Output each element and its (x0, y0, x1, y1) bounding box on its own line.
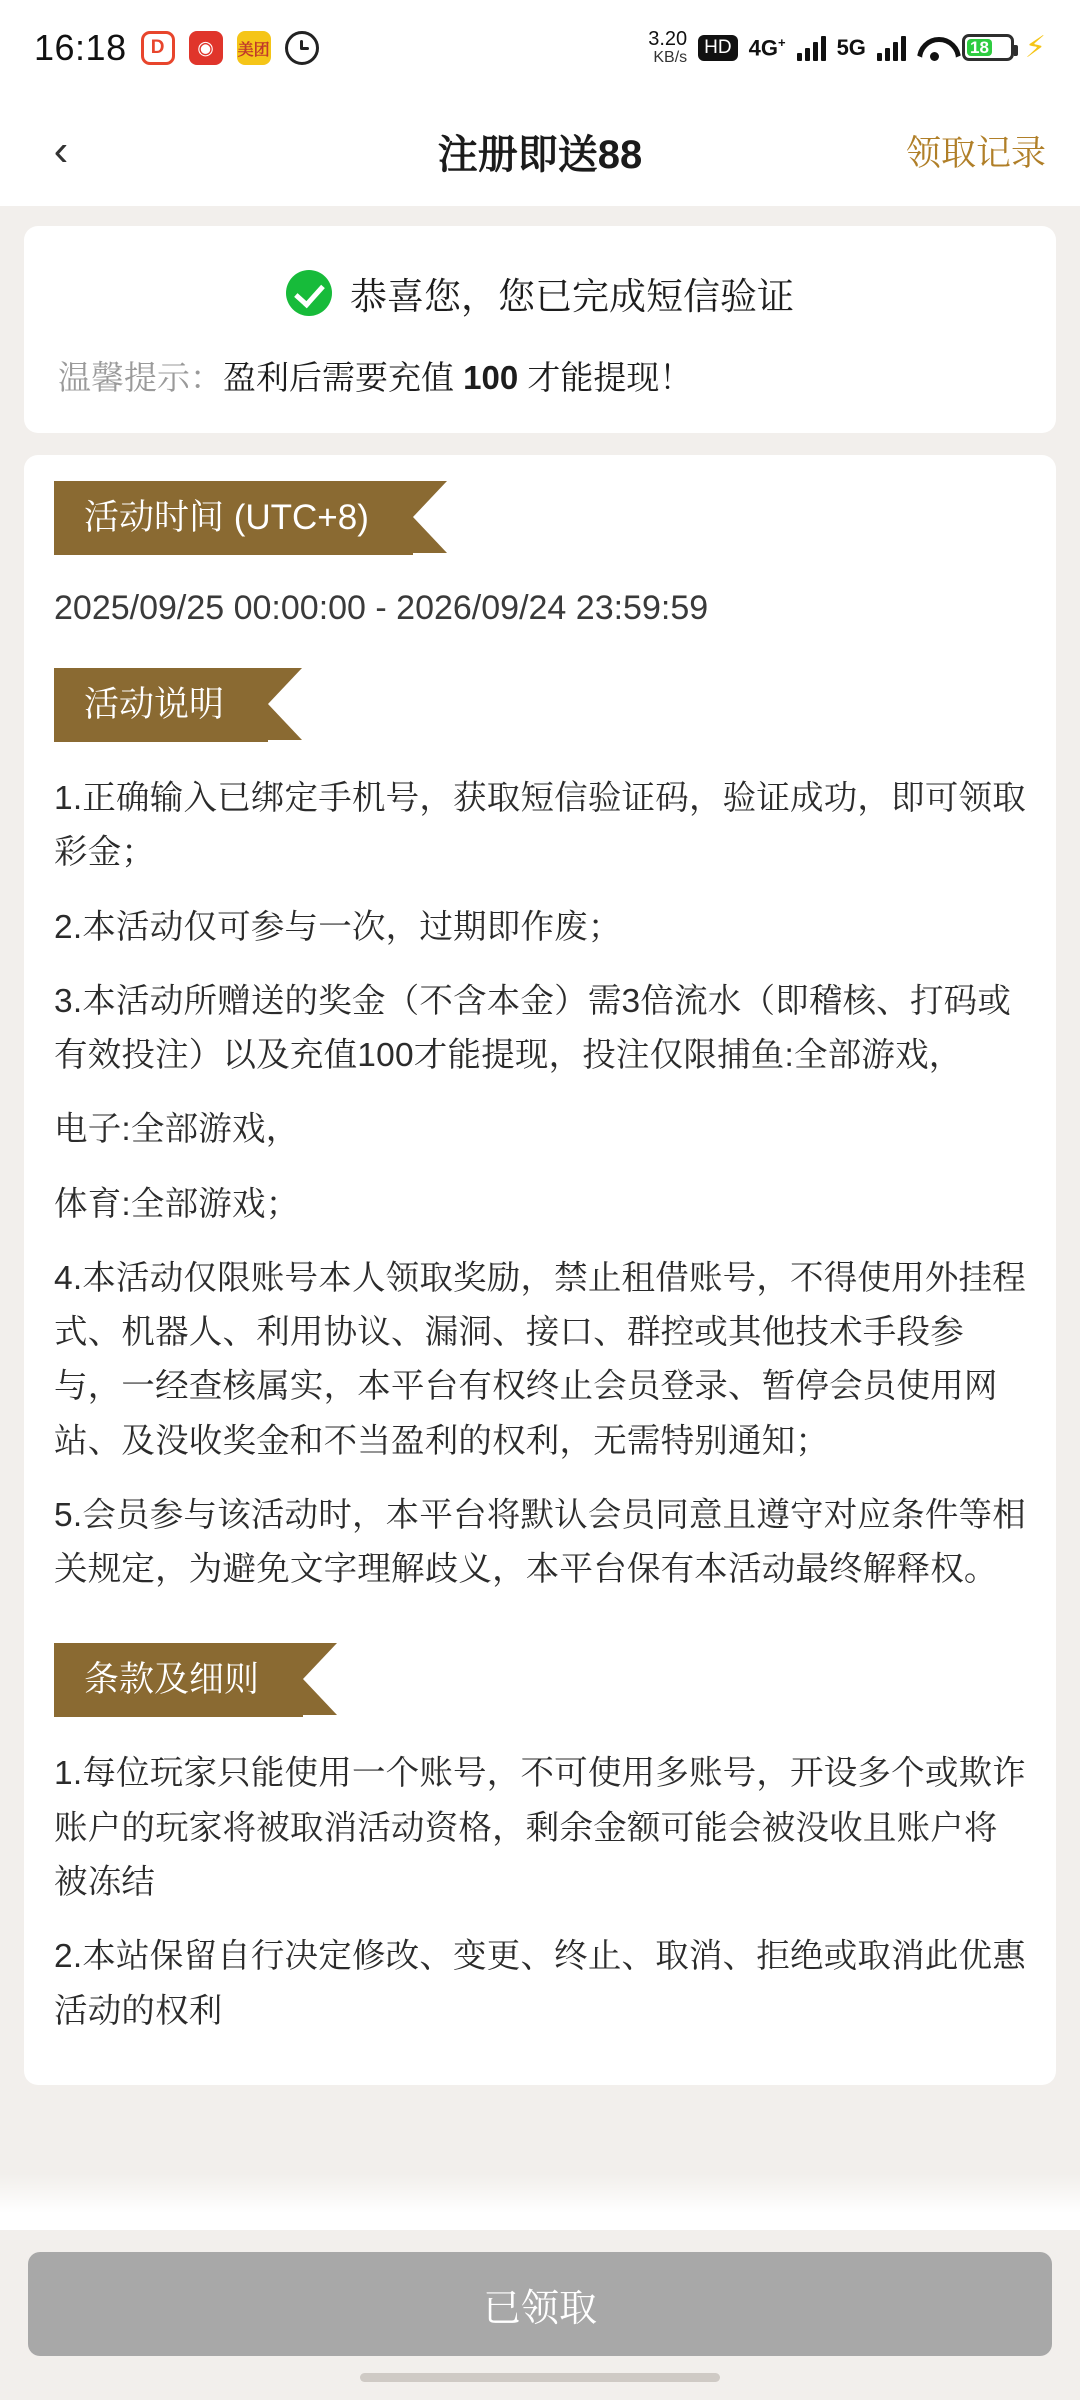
messenger-icon: D (141, 31, 175, 65)
rule-paragraph: 5.会员参与该活动时，本平台将默认会员同意且遵守对应条件等相关规定，为避免文字理解歧义，本平台保有本活动最终解释权。 (54, 1496, 1026, 1589)
rule-paragraph: 电子:全部游戏， (54, 1111, 300, 1149)
tip-prefix: 温馨提示： (58, 359, 223, 396)
section-body-activity-rules (24, 772, 1056, 1597)
network-speed (648, 29, 687, 67)
alarm-clock-icon (285, 31, 319, 65)
battery-icon (962, 34, 1014, 61)
network-4g-text: 4G (748, 35, 778, 61)
content-fade-overlay (0, 2174, 1080, 2230)
terms-paragraph: 2.本站保留自行决定修改、变更、终止、取消、拒绝或取消此优惠活动的权利 (54, 1938, 1026, 2030)
activity-date-range: 2025/09/25 00:00:00 - 2026/09/24 23:59:59 (54, 589, 709, 627)
success-row (58, 266, 1022, 320)
network-speed-unit: KB/s (653, 49, 688, 67)
rule-paragraph: 2.本活动仅可参与一次，过期即作废； (54, 908, 622, 946)
status-bar-right (648, 29, 1046, 67)
rule-paragraph: 体育:全部游戏； (54, 1185, 300, 1223)
rule-paragraph: 1.正确输入已绑定手机号，获取短信验证码，验证成功，即可领取彩金； (54, 780, 1026, 872)
back-arrow-icon[interactable]: ‹ (53, 126, 69, 175)
status-bar (0, 0, 1080, 96)
hd-badge (698, 35, 737, 61)
tip-body-1: 盈利后需要充值 (223, 359, 464, 396)
section-activity-time (24, 455, 1056, 642)
page-title: 注册即送88 (437, 132, 643, 177)
network-5g-label: 5G (836, 34, 866, 60)
app-yellow-icon: 美团 (237, 31, 271, 65)
success-check-icon (286, 270, 332, 316)
success-message: 恭喜您，您已完成短信验证 (350, 276, 794, 317)
hd-badge-label: HD (704, 36, 732, 58)
section-title-activity-rules: 活动说明 (54, 668, 268, 742)
tip-body-2: 才能提现！ (518, 359, 693, 396)
section-body-activity-time (24, 565, 1056, 642)
battery-level: 18 (967, 39, 992, 56)
signal-bars-4g-icon (797, 35, 826, 61)
app-red-icon: ◉ (189, 31, 223, 65)
network-4g-plus: + (777, 34, 786, 50)
section-body-terms (24, 1747, 1056, 2038)
section-title-terms: 条款及细则 (54, 1643, 303, 1717)
section-ribbon-wrap-terms (24, 1617, 1056, 1727)
terms-paragraph: 1.每位玩家只能使用一个账号，不可使用多账号，开设多个或欺诈账户的玩家将被取消活动资格，剩余金额可能会被没收且账户将被冻结 (54, 1755, 1026, 1901)
rule-paragraph: 3.本活动所赠送的奖金（不含本金）需3倍流水（即稽核、打码或有效投注）以及充值100才能提现，投注仅限捕鱼:全部游戏， (54, 982, 1012, 1075)
wifi-icon (917, 35, 951, 61)
withdraw-tip (58, 352, 1022, 399)
verification-notice-card (24, 226, 1056, 433)
app-header (0, 96, 1080, 206)
status-time: 16:18 (34, 27, 127, 68)
status-bar-left (34, 27, 319, 69)
claim-records-link[interactable]: 领取记录 (905, 134, 1046, 173)
section-ribbon-wrap-time (24, 455, 1056, 565)
home-indicator (360, 2373, 720, 2382)
section-activity-rules (24, 642, 1056, 1597)
content-scroll-area[interactable] (0, 206, 1080, 2230)
rule-paragraph: 4.本活动仅限账号本人领取奖励，禁止租借账号，不得使用外挂程式、机器人、利用协议、漏洞、接口、群控或其他技术手段参与，一经查核属实，本平台有权终止会员登录、暂停会员使用网站、及没收奖金和不当盈利的权利，无需特别通知； (54, 1259, 1026, 1460)
activity-detail-card (24, 455, 1056, 2085)
claim-button[interactable]: 已领取 (28, 2252, 1052, 2356)
section-terms (24, 1617, 1056, 2038)
signal-bars-5g-icon (877, 35, 906, 61)
network-4g-label (749, 35, 786, 61)
section-ribbon-wrap-rules (24, 642, 1056, 752)
section-title-activity-time: 活动时间 (UTC+8) (54, 481, 413, 555)
charging-bolt-icon: ⚡ (1024, 30, 1046, 64)
tip-amount: 100 (463, 359, 519, 396)
network-speed-value: 3.20 (648, 28, 688, 51)
